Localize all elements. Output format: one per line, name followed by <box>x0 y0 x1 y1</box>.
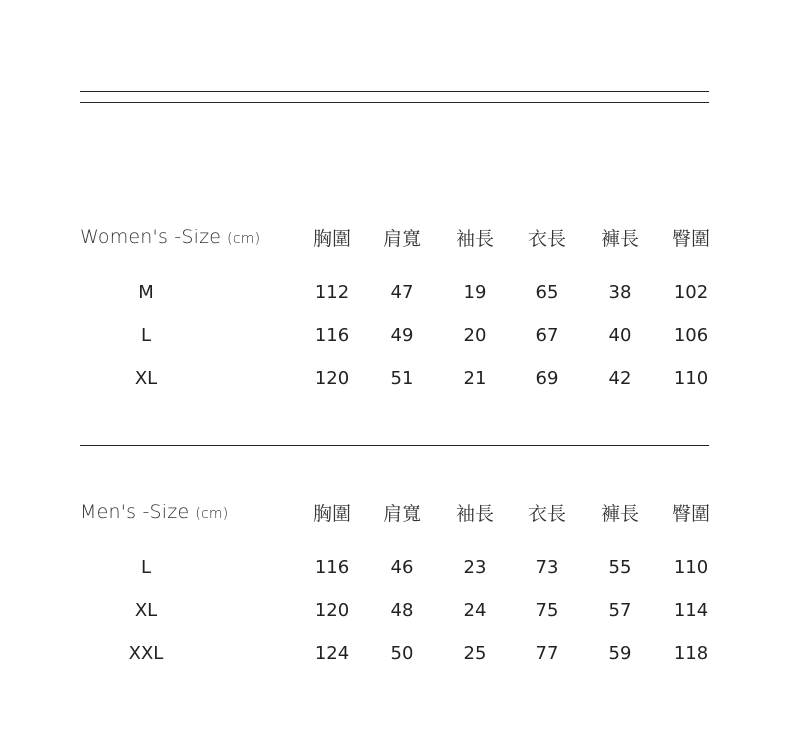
value-cell: 55 <box>608 557 632 578</box>
table-row <box>0 600 790 630</box>
value-cell: 40 <box>608 325 632 346</box>
value-cell: 116 <box>314 557 350 578</box>
value-cell: 48 <box>390 600 414 621</box>
size-cell: XXL <box>128 643 164 664</box>
value-cell: 120 <box>314 368 350 389</box>
table-row <box>0 643 790 673</box>
value-cell: 21 <box>463 368 487 389</box>
value-cell: 25 <box>463 643 487 664</box>
value-cell: 67 <box>535 325 559 346</box>
col-pants-length: 褲長 <box>600 503 639 525</box>
value-cell: 59 <box>608 643 632 664</box>
value-cell: 110 <box>673 557 709 578</box>
value-cell: 114 <box>673 600 709 621</box>
col-hip: 臀圍 <box>671 503 710 525</box>
value-cell: 42 <box>608 368 632 389</box>
col-length: 衣長 <box>527 503 566 525</box>
value-cell: 46 <box>390 557 414 578</box>
value-cell: 75 <box>535 600 559 621</box>
value-cell: 23 <box>463 557 487 578</box>
table-row <box>0 557 790 587</box>
col-chest: 胸圍 <box>312 228 351 250</box>
men-size-table <box>0 497 790 664</box>
value-cell: 116 <box>314 325 350 346</box>
value-cell: 50 <box>390 643 414 664</box>
table-row <box>0 325 790 355</box>
value-cell: 47 <box>390 282 414 303</box>
value-cell: 49 <box>390 325 414 346</box>
value-cell: 124 <box>314 643 350 664</box>
col-chest: 胸圍 <box>312 503 351 525</box>
value-cell: 69 <box>535 368 559 389</box>
col-shoulder: 肩寬 <box>382 228 421 250</box>
value-cell: 118 <box>673 643 709 664</box>
size-cell: M <box>138 282 154 303</box>
men-size-title: Men's -Size (cm) <box>80 501 229 523</box>
col-pants-length: 褲長 <box>600 228 639 250</box>
table-row <box>0 282 790 312</box>
value-cell: 77 <box>535 643 559 664</box>
section-divider <box>80 445 709 446</box>
value-cell: 24 <box>463 600 487 621</box>
col-hip: 臀圍 <box>671 228 710 250</box>
value-cell: 73 <box>535 557 559 578</box>
size-cell: L <box>140 557 152 578</box>
table-row <box>0 368 790 398</box>
men-header-row <box>0 497 790 529</box>
col-sleeve: 袖長 <box>455 228 494 250</box>
value-cell: 102 <box>673 282 709 303</box>
value-cell: 51 <box>390 368 414 389</box>
value-cell: 19 <box>463 282 487 303</box>
col-shoulder: 肩寬 <box>382 503 421 525</box>
top-divider-1 <box>80 91 709 92</box>
col-length: 衣長 <box>527 228 566 250</box>
men-size-unit: (cm) <box>195 506 229 522</box>
value-cell: 112 <box>314 282 350 303</box>
women-size-title: Women's -Size (cm) <box>80 226 261 248</box>
value-cell: 65 <box>535 282 559 303</box>
women-header-row <box>0 222 790 254</box>
value-cell: 38 <box>608 282 632 303</box>
value-cell: 57 <box>608 600 632 621</box>
women-size-unit: (cm) <box>227 231 261 247</box>
value-cell: 120 <box>314 600 350 621</box>
value-cell: 106 <box>673 325 709 346</box>
top-divider-2 <box>80 102 709 103</box>
col-sleeve: 袖長 <box>455 503 494 525</box>
size-cell: L <box>140 325 152 346</box>
women-size-table <box>0 222 790 389</box>
size-cell: XL <box>134 368 158 389</box>
value-cell: 110 <box>673 368 709 389</box>
value-cell: 20 <box>463 325 487 346</box>
size-cell: XL <box>134 600 158 621</box>
